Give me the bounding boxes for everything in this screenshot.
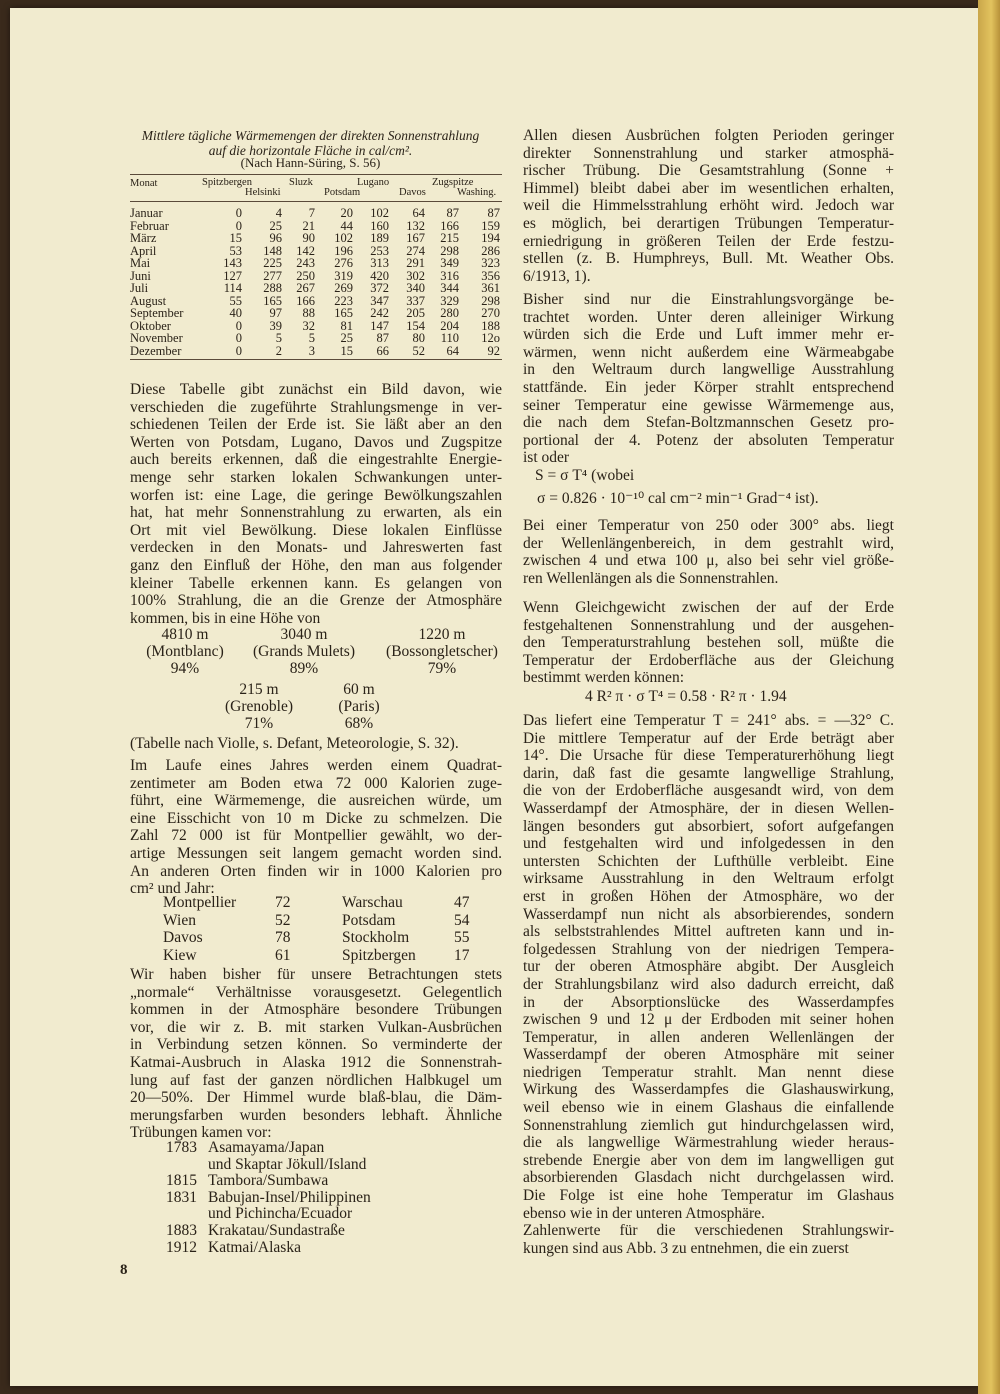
text-line: Himmel) bleibt dabei aber im wesentlichen erhalten, <box>523 179 894 197</box>
table-cell-month: Januar <box>130 206 163 220</box>
altitude-source-text: (Tabelle nach Violle, s. Defant, Meteorologie, S. 32). <box>130 735 459 752</box>
altitude-place: (Montblanc) <box>146 643 224 660</box>
text-line: ist oder <box>523 449 570 467</box>
table-cell-value: 165 <box>334 306 353 320</box>
text-line: Bei einer Temperatur von 250 oder 300° abs. liegt <box>523 517 894 534</box>
text-line: Wasserdampf der Atmosphäre, der in diesen Wellen- <box>523 799 894 817</box>
table-cell-value: 15 <box>229 231 242 245</box>
table-rule-top <box>130 174 502 175</box>
text-line: Trübungen kamen vor: <box>130 1124 272 1142</box>
text-line: Sonnenstrahlung ziemlich gut hindurchgelassen wird, <box>523 1116 894 1134</box>
text-line: Katmai-Ausbruch in Alaska 1912 die Sonnenstrah- <box>130 1053 502 1071</box>
table-cell-value: 302 <box>406 268 425 283</box>
altitude-h: 4810 m <box>161 626 209 643</box>
table-row <box>130 282 502 294</box>
text-line: Bisher sind nur die Einstrahlungsvorgänge be- <box>523 291 894 308</box>
table-cell-value: 337 <box>406 293 425 308</box>
eruption-place: Tambora/Sumbawa <box>208 1172 329 1190</box>
table-cell-value: 87 <box>446 206 459 220</box>
table-cell-value: 223 <box>334 293 353 308</box>
eruption-place: Asamayama/Japan <box>208 1139 325 1156</box>
right-paragraph-2 <box>523 291 894 467</box>
table-cell-value: 347 <box>370 293 389 308</box>
altitude-pct: 89% <box>289 660 319 677</box>
table-cell-value: 270 <box>481 306 500 320</box>
table-cell-value: 80 <box>412 331 425 345</box>
text-line: Die Folge ist eine hohe Temperatur im Glashaus <box>523 1187 894 1205</box>
city-name: Davos <box>163 929 203 946</box>
table-cell-value: 25 <box>340 331 353 345</box>
text-line: Wasserdampf nun nicht als absorbierendes, sondern <box>523 905 894 923</box>
text-line: erniedrigung in größeren Teilen der Erde festzu- <box>523 232 894 250</box>
text-line: Werten von Potsdam, Lugano, Davos und Zugspitze <box>130 433 502 451</box>
text-line: schiedenen Teilen der Erde ist. Sie läßt aber an den <box>130 416 502 434</box>
table-cell-value: 288 <box>263 281 282 295</box>
table-cell-value: 329 <box>440 293 459 308</box>
text-line: absorbierenden Glasdach nicht durchgelassen wird. <box>523 1169 894 1187</box>
text-line: Wirkung des Wasserdampfes die Glashauswirkung, <box>523 1081 894 1099</box>
table-cell-value: 64 <box>412 206 425 220</box>
table-cell-value: 250 <box>296 268 315 283</box>
city-name: Spitzbergen <box>342 946 416 964</box>
table-cell-value: 90 <box>302 231 315 245</box>
table-cell-value: 102 <box>370 206 389 220</box>
table-cell-value: 64 <box>446 343 459 358</box>
text-line: Die mittlere Temperatur auf der Erde beträgt aber <box>523 729 894 747</box>
table-cell-value: 274 <box>406 243 425 258</box>
city-value: 61 <box>275 946 291 964</box>
text-line: vor, die wir z. B. mit starken Vulkan-Ausbrüchen <box>130 1018 502 1036</box>
table-cell-value: 154 <box>406 318 425 333</box>
text-line: Allen diesen Ausbrüchen folgten Perioden geringer <box>523 127 894 144</box>
text-line: weil ebenso wie in einem Glashaus die einfallende <box>523 1099 894 1117</box>
text-line: und festgehalten wird und infolgedessen in den <box>523 835 894 853</box>
table-row <box>130 307 502 319</box>
table-cell-value: 40 <box>229 306 242 320</box>
table-cell-value: 242 <box>370 306 389 320</box>
table-cell-month: August <box>130 293 167 308</box>
text-line: 100% Strahlung, die an die Grenze der Atmosphäre <box>130 592 502 610</box>
altitude-entry <box>380 626 504 677</box>
table-cell-value: 167 <box>406 231 425 245</box>
table-cell-value: 269 <box>334 281 353 295</box>
text-line: folgedessen Strahlung von der niedrigen Tempera- <box>523 940 894 958</box>
table-cell-value: 143 <box>223 256 242 270</box>
text-line: lung auf fast der ganzen nördlichen Halbkugel um <box>130 1071 502 1089</box>
table-cell-value: 356 <box>481 268 500 283</box>
table-cell-value: 323 <box>481 256 500 270</box>
text-line: tur der oberen Atmosphäre abgibt. Der Ausgleich <box>523 958 894 976</box>
table-cell-value: 88 <box>302 306 315 320</box>
table-cell-value: 81 <box>340 318 353 333</box>
table-cell-value: 349 <box>440 256 459 270</box>
altitude-source <box>130 735 502 753</box>
table-cell-value: 92 <box>487 343 500 358</box>
altitude-entry <box>120 626 250 677</box>
text-line: in der Absorptionslücke des Wasserdampfes <box>523 993 894 1011</box>
table-cell-value: 0 <box>235 206 242 220</box>
table-cell-value: 225 <box>263 256 282 270</box>
table-row <box>130 332 502 344</box>
table-cell-value: 316 <box>440 268 459 283</box>
table-cell-value: 286 <box>481 243 500 258</box>
table-cell-month: Juni <box>130 268 151 283</box>
left-paragraph-3 <box>130 966 502 1142</box>
table-cell-value: 53 <box>229 243 242 258</box>
table-cell-value: 267 <box>296 281 315 295</box>
text-line: Im Laufe eines Jahres werden einem Quadrat- <box>130 757 502 774</box>
text-line: ren Wellenlängen als die Sonnenstrahlen. <box>523 569 779 587</box>
table-cell-value: 344 <box>440 281 459 295</box>
altitude-place: (Bossongletscher) <box>386 643 498 660</box>
table-cell-month: September <box>130 306 184 320</box>
formula-equilibrium: 4 R² π · σ T⁴ = 0.58 · R² π · 1.94 <box>585 688 787 705</box>
table-cell-value: 420 <box>370 268 389 283</box>
eruption-year: 1815 <box>166 1172 197 1190</box>
text-line: die als langwellige Wärmestrahlung wieder heraus- <box>523 1134 894 1152</box>
table-row <box>130 295 502 307</box>
text-line: Wir haben bisher für unsere Betrachtungen stets <box>130 966 502 983</box>
table-cell-month: Oktober <box>130 318 171 333</box>
text-line: zwischen 4 und etwa 100 μ, also bei sehr viel größe- <box>523 552 894 570</box>
table-cell-value: 12o <box>481 331 500 345</box>
table-cell-value: 196 <box>334 243 353 258</box>
table-header-washing: Washing. <box>457 187 497 198</box>
text-line: 20—50%. Der Himmel wurde blaß-blau, die Däm- <box>130 1089 502 1107</box>
table-row <box>130 232 502 244</box>
text-line: stellen (z. B. Humphreys, Bull. Mt. Weather Obs. <box>523 250 894 268</box>
table-cell-month: Mai <box>130 256 151 270</box>
text-line: cm² und Jahr: <box>130 880 215 898</box>
table-cell-month: Juli <box>130 281 149 295</box>
text-line: trachtet worden. Unter deren alleiniger Wirkung <box>523 308 894 326</box>
table-row <box>130 207 502 219</box>
table-cell-value: 96 <box>269 231 282 245</box>
table-cell-value: 160 <box>370 218 389 233</box>
text-line: Wasserdampf der oberen Atmosphäre mit seiner <box>523 1046 894 1064</box>
city-value: 78 <box>275 929 291 946</box>
text-line: artige Messungen seit langem gemacht worden sind. <box>130 844 502 862</box>
table-title-line1: Mittlere tägliche Wärmemengen der direkten Sonnenstrahlung <box>141 128 480 143</box>
text-line: erst in großen Höhen der Atmosphäre, wo der <box>523 887 894 905</box>
table-cell-value: 97 <box>269 306 282 320</box>
text-line: wirksame Ausstrahlung in den Weltraum erfolgt <box>523 870 894 888</box>
table-cell-value: 280 <box>440 306 459 320</box>
right-paragraph-6 <box>523 1222 894 1257</box>
text-line: Zahl 72 000 ist für Montpellier gewählt, wo der- <box>130 827 502 845</box>
table-cell-value: 215 <box>440 231 459 245</box>
altitude-pct: 71% <box>244 715 274 732</box>
table-cell-value: 142 <box>296 243 315 258</box>
table-cell-value: 5 <box>308 331 315 345</box>
text-line: die nach dem Stefan-Boltzmannschen Gesetz pro- <box>523 414 894 432</box>
table-header-helsinki: Helsinki <box>245 187 281 198</box>
text-line: darin, daß fast die gesamte langwellige Strahlung, <box>523 764 894 782</box>
text-line: strebende Energie aber von dem im langwelligen gut <box>523 1151 894 1169</box>
text-line: kommen, bis in eine Höhe von <box>130 609 321 627</box>
city-name: Stockholm <box>342 929 410 946</box>
text-line: kleiner Tabelle erkennen kann. Es gelangen von <box>130 574 502 592</box>
table-cell-value: 66 <box>376 343 389 358</box>
table-cell-value: 147 <box>370 318 389 333</box>
text-line: zentimeter am Boden etwa 72 000 Kalorien zuge- <box>130 774 502 792</box>
eruption-year: 1883 <box>166 1222 197 1239</box>
text-line: eine Eisschicht von 10 m Dicke zu schmelzen. Die <box>130 809 502 827</box>
text-line: den Temperaturstrahlung bestehen soll, müßte die <box>523 634 894 652</box>
text-line: Ort mit viel Bewölkung. Diese lokalen Einflüsse <box>130 521 502 539</box>
table-cell-value: 44 <box>340 218 353 233</box>
table-cell-month: Dezember <box>130 343 182 358</box>
text-line: worfen ist: eine Lage, die geringe Bewölkungszahlen <box>130 486 502 504</box>
table-cell-value: 298 <box>481 293 500 308</box>
text-line: es möglich, bei derartigen Trübungen Temperatur- <box>523 214 894 232</box>
table-cell-value: 188 <box>481 318 500 333</box>
table-cell-value: 298 <box>440 243 459 258</box>
text-line: längen besonders gut absorbiert, sofort aufgefangen <box>523 817 894 835</box>
table-cell-value: 39 <box>269 318 282 333</box>
text-line: hat, hat mehr Sonnenstrahlung zu erwarten, als ein <box>130 504 502 522</box>
table-cell-value: 0 <box>235 331 242 345</box>
text-line: auch bereits erkennen, daß die eingestrahlte Energie- <box>130 451 502 469</box>
altitude-h: 60 m <box>343 681 375 698</box>
right-paragraph-3 <box>523 517 894 587</box>
city-value: 52 <box>275 911 291 929</box>
city-value: 55 <box>454 929 470 946</box>
table-cell-value: 277 <box>263 268 282 283</box>
page-number: 8 <box>120 1262 128 1278</box>
table-cell-value: 276 <box>334 256 353 270</box>
altitude-entry <box>219 681 299 732</box>
altitude-entry <box>324 681 394 732</box>
text-line: wärmen, wenn nicht außerdem eine Wärmeabgabe <box>523 343 894 361</box>
formula-sigma: σ = 0.826 · 10⁻¹⁰ cal cm⁻² min⁻¹ Grad⁻⁴ ist). <box>537 490 819 507</box>
eruption-place: Krakatau/Sundastraße <box>208 1222 345 1239</box>
text-line: weil die Himmelsstrahlung erhöht wird. Jedoch war <box>523 197 894 215</box>
text-line: ebenso wie in der unteren Atmosphäre. <box>523 1204 765 1222</box>
altitude-h: 1220 m <box>418 626 466 643</box>
table-row <box>130 345 502 357</box>
eruption-place: Babujan-Insel/Philippinen <box>208 1188 371 1206</box>
table-cell-month: April <box>130 243 157 258</box>
text-line: rischer Trübung. Die Gesamtstrahlung (Sonne + <box>523 162 894 180</box>
table-header-zugspitze: Zugspitze <box>432 177 474 188</box>
eruption-year: 1831 <box>166 1188 197 1206</box>
altitude-entry <box>238 626 370 677</box>
table-title-line2: auf die horizontale Fläche in cal/cm². <box>208 143 413 158</box>
table-cell-value: 2 <box>275 343 282 358</box>
table-cell-value: 313 <box>370 256 389 270</box>
table-cell-value: 205 <box>406 306 425 320</box>
text-line: bestimmt werden können: <box>523 669 684 687</box>
text-line: führt, eine Wärmemenge, die ausreichen würde, um <box>130 792 502 810</box>
city-name: Montpellier <box>163 894 237 911</box>
text-line: der Strahlungsbilanz wird also dadurch erreicht, daß <box>523 975 894 993</box>
table-cell-value: 291 <box>406 256 425 270</box>
table-cell-value: 87 <box>376 331 389 345</box>
text-line: An anderen Orten finden wir in 1000 Kalorien pro <box>130 862 502 880</box>
table-header-sluzk: Sluzk <box>289 177 313 188</box>
table-cell-value: 189 <box>370 231 389 245</box>
table-row <box>130 320 502 332</box>
altitude-place: (Paris) <box>338 698 380 715</box>
text-line: würden sich die Erde und Luft immer mehr er- <box>523 326 894 344</box>
table-rule-header <box>130 201 502 202</box>
eruption-year: 1912 <box>166 1238 197 1256</box>
table-cell-value: 361 <box>481 281 500 295</box>
altitude-place: (Grenoble) <box>225 698 293 715</box>
text-line: die von der Erdoberfläche ausgesandt wird, von dem <box>523 782 894 800</box>
altitude-h: 3040 m <box>280 626 328 643</box>
city-name: Wien <box>163 911 196 929</box>
table-cell-month: März <box>130 231 157 245</box>
text-line: in den Weltraum durch langwellige Ausstrahlung <box>523 361 894 379</box>
text-line: kommen in der Atmosphäre besondere Trübungen <box>130 1001 502 1019</box>
text-line: der Wellenlängenbereich, in dem gestrahlt wird, <box>523 534 894 552</box>
text-line: untersten Schichten der Lufthülle verbleibt. Eine <box>523 852 894 870</box>
table-cell-value: 32 <box>302 318 315 333</box>
table-cell-value: 340 <box>406 281 425 295</box>
text-line: 6/1913, 1). <box>523 267 591 285</box>
table-title <box>118 128 503 158</box>
altitude-pct: 94% <box>170 660 200 677</box>
table-cell-value: 110 <box>440 331 459 345</box>
text-line: Temperatur der Erdoberfläche aus der Gleichung <box>523 651 894 669</box>
table-header-lugano: Lugano <box>357 177 390 188</box>
table-cell-value: 55 <box>229 293 242 308</box>
table-cell-value: 20 <box>340 206 353 220</box>
table-cell-value: 166 <box>296 293 315 308</box>
table-rule-bottom <box>130 359 502 360</box>
text-line: menge sehr starken lokalen Schwankungen unter- <box>130 468 502 486</box>
text-line: Zahlenwerte für die verschiedenen Strahlungswir- <box>523 1222 894 1239</box>
right-paragraph-5 <box>523 712 894 1222</box>
eruption-place: und Pichincha/Ecuador <box>208 1205 353 1223</box>
table-cell-value: 102 <box>334 231 353 245</box>
table-header-davos: Davos <box>399 187 426 198</box>
right-paragraph-1 <box>523 127 894 285</box>
table-cell-value: 204 <box>440 318 459 333</box>
text-line: zwischen 9 und 12 μ der Erdboden mit seiner hohen <box>523 1011 894 1029</box>
table-header-monat: Monat <box>130 178 158 189</box>
formula-stefan-boltzmann: S = σ T⁴ (wobei <box>535 467 635 484</box>
table-cell-value: 132 <box>406 218 425 233</box>
altitude-pct: 79% <box>427 660 457 677</box>
text-line: Diese Tabelle gibt zunächst ein Bild davon, wie <box>130 381 502 398</box>
table-cell-value: 243 <box>296 256 315 270</box>
text-line: verdecken in den Monats- und Jahreswerten fast <box>130 539 502 557</box>
text-line: niedrigen Temperatur strahlt. Man nennt diese <box>523 1063 894 1081</box>
city-name: Potsdam <box>342 911 396 929</box>
table-cell-value: 127 <box>223 268 242 283</box>
altitude-pct: 68% <box>344 715 374 732</box>
table-cell-value: 159 <box>481 218 500 233</box>
table-cell-value: 148 <box>263 243 282 258</box>
table-header-potsdam: Potsdam <box>324 187 361 198</box>
table-cell-value: 15 <box>340 343 353 358</box>
text-line: portional der 4. Potenz der absoluten Temperatur <box>523 431 894 449</box>
table-cell-value: 0 <box>235 343 242 358</box>
text-line: Temperatur, in allen anderen Wellenlängen der <box>523 1028 894 1046</box>
text-line: 14°. Die Ursache für diese Temperaturerhöhung liegt <box>523 747 894 765</box>
page-spine-edge <box>978 0 1000 1394</box>
table-source: (Nach Hann-Süring, S. 56) <box>240 155 381 170</box>
table-cell-value: 319 <box>334 268 353 283</box>
table-cell-value: 3 <box>308 343 315 358</box>
text-line: als selbststrahlendes Mittel auftreten kann und in- <box>523 923 894 941</box>
city-value: 47 <box>454 894 470 911</box>
table-cell-value: 114 <box>223 281 242 295</box>
table-row <box>130 270 502 282</box>
altitude-h: 215 m <box>239 681 279 698</box>
table-cell-month: Februar <box>130 218 169 233</box>
text-line: merungsfarben wurden besonders lebhaft. Ähnliche <box>130 1106 502 1124</box>
table-cell-value: 253 <box>370 243 389 258</box>
table-cell-value: 194 <box>481 231 500 245</box>
eruption-place: Katmai/Alaska <box>208 1238 301 1256</box>
table-row <box>130 220 502 232</box>
text-line: festgehaltenen Sonnenstrahlung und der ausgehen- <box>523 616 894 634</box>
city-value: 17 <box>454 946 470 964</box>
text-line: kungen sind aus Abb. 3 zu entnehmen, die ein zuerst <box>523 1239 849 1257</box>
text-line: „normale“ Verhältnisse vorausgesetzt. Gelegentlich <box>130 983 502 1001</box>
table-cell-value: 166 <box>440 218 459 233</box>
table-cell-value: 0 <box>235 218 242 233</box>
table-cell-value: 87 <box>487 206 500 220</box>
table-row <box>130 257 502 269</box>
left-paragraph-2 <box>130 757 502 898</box>
eruption-place: und Skaptar Jökull/Island <box>208 1155 367 1173</box>
text-line: seiner Temperatur eine gewisse Wärmemenge aus, <box>523 396 894 414</box>
table-cell-value: 21 <box>302 218 315 233</box>
table-cell-value: 372 <box>370 281 389 295</box>
left-paragraph-1 <box>130 381 502 627</box>
text-line: Wenn Gleichgewicht zwischen der auf der Erde <box>523 599 894 616</box>
city-value: 72 <box>275 894 291 911</box>
table-cell-value: 52 <box>412 343 425 358</box>
table-cell-value: 4 <box>275 206 282 220</box>
text-line: Das liefert eine Temperatur T = 241° abs. = —32° C. <box>523 712 894 729</box>
table-cell-value: 5 <box>275 331 282 345</box>
table-cell-value: 0 <box>235 318 242 333</box>
text-line: ganz den Einfluß der Höhe, den man aus folgender <box>130 556 502 574</box>
city-value: 54 <box>454 911 470 929</box>
city-name: Kiew <box>163 946 197 964</box>
table-cell-value: 7 <box>308 206 315 220</box>
altitude-place: (Grands Mulets) <box>252 643 356 660</box>
table-header-spitzbergen: Spitzbergen <box>202 177 252 188</box>
text-line: in Verbindung setzen können. So verminderte der <box>130 1036 502 1054</box>
city-name: Warschau <box>342 894 403 911</box>
text-line: stattfände. Ein jeder Körper strahlt entsprechend <box>523 378 894 396</box>
text-line: direkter Sonnenstrahlung und starker atmosphä- <box>523 144 894 162</box>
table-cell-value: 25 <box>269 218 282 233</box>
table-cell-month: November <box>130 331 183 345</box>
eruption-year: 1783 <box>166 1139 197 1156</box>
table-row <box>130 245 502 257</box>
right-paragraph-4 <box>523 599 894 687</box>
table-cell-value: 165 <box>263 293 282 308</box>
text-line: verschieden die zugeführte Strahlungsmenge in ver- <box>130 398 502 416</box>
